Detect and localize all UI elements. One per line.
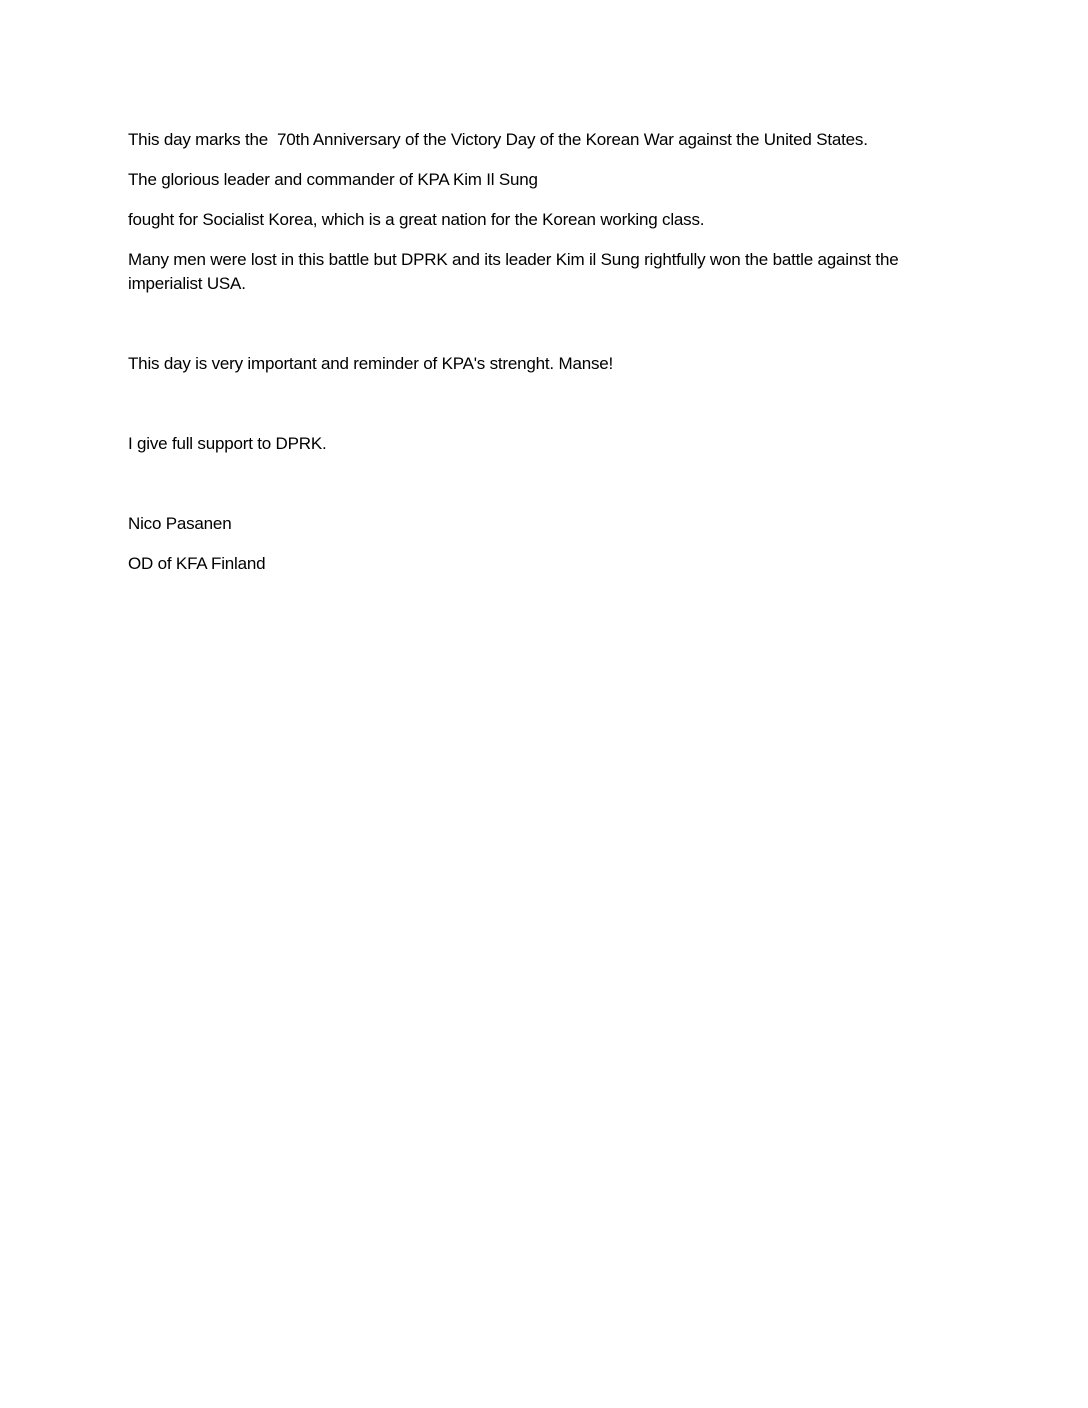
paragraph-battle: Many men were lost in this battle but DPRK and its leader Kim il Sung rightfully won the battle against the imperialist USA. xyxy=(128,250,903,293)
signature-name: Nico Pasanen xyxy=(128,514,232,533)
signature-title: OD of KFA Finland xyxy=(128,554,266,573)
paragraph-leader: The glorious leader and commander of KPA Kim Il Sung xyxy=(128,170,538,189)
paragraph-support: I give full support to DPRK. xyxy=(128,434,327,453)
paragraph-socialist-korea: fought for Socialist Korea, which is a great nation for the Korean working class. xyxy=(128,210,705,229)
paragraph-anniversary: This day marks the 70th Anniversary of the Victory Day of the Korean War against the United States. xyxy=(128,130,868,149)
paragraph-importance: This day is very important and reminder of KPA's strenght. Manse! xyxy=(128,354,614,373)
